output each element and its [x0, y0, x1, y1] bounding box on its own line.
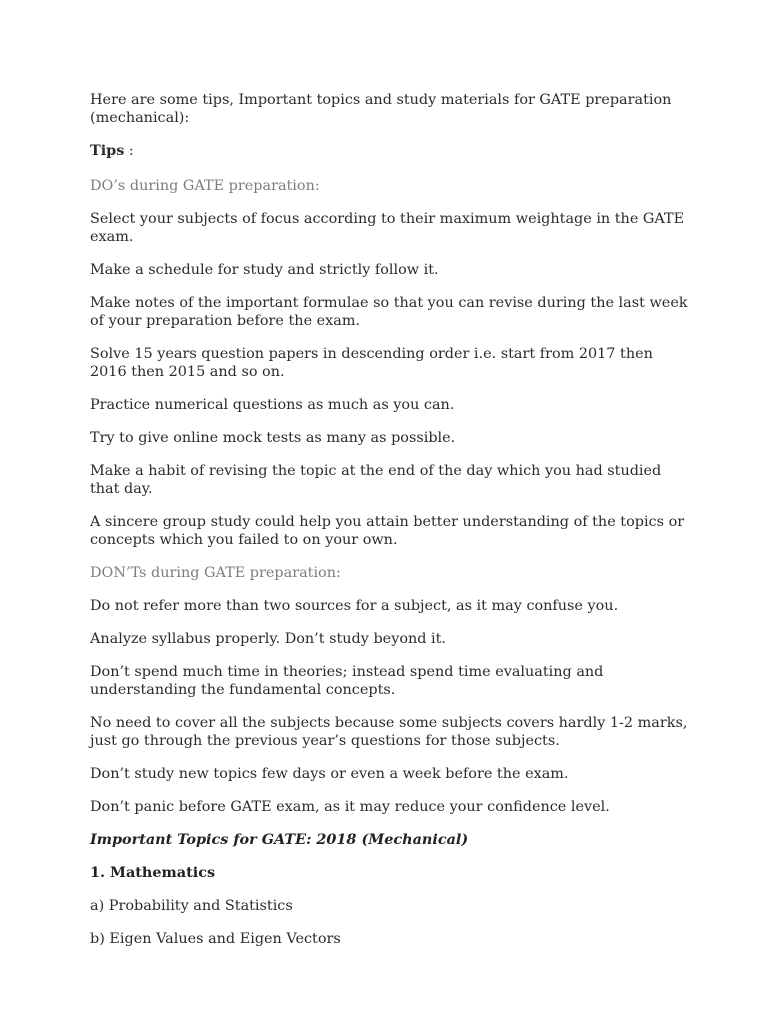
intro-paragraph: Here are some tips, Important topics and study materials for GATE preparation (mechanical):	[90, 92, 672, 126]
tips-heading-label: Tips	[90, 142, 125, 159]
topic-item: a) Probability and Statistics	[90, 898, 293, 914]
tips-heading-colon: :	[124, 143, 134, 159]
dos-item: Solve 15 years question papers in descending order i.e. start from 2017 then 2016 then 2015 and so on.	[90, 346, 653, 380]
document-page	[90, 91, 690, 963]
tips-heading	[90, 142, 690, 160]
donts-item: Don’t study new topics few days or even a week before the exam.	[90, 766, 569, 782]
dos-item: Make notes of the important formulae so that you can revise during the last week of your preparation before the exam.	[90, 295, 688, 329]
topics-heading: Important Topics for GATE: 2018 (Mechanical)	[90, 831, 469, 848]
dos-item: Practice numerical questions as much as you can.	[90, 397, 455, 413]
dos-heading: DO’s during GATE preparation:	[90, 178, 320, 194]
dos-item: Try to give online mock tests as many as possible.	[90, 430, 456, 446]
topic-item: b) Eigen Values and Eigen Vectors	[90, 931, 341, 947]
dos-item: Make a habit of revising the topic at the end of the day which you had studied that day.	[90, 463, 662, 497]
section-heading-mathematics: 1. Mathematics	[90, 864, 216, 881]
donts-item: Don’t panic before GATE exam, as it may reduce your confidence level.	[90, 799, 610, 815]
dos-item: Select your subjects of focus according to their maximum weightage in the GATE exam.	[90, 211, 685, 245]
donts-item: Don’t spend much time in theories; instead spend time evaluating and understanding the fundamental concepts.	[90, 664, 604, 698]
donts-item: No need to cover all the subjects because some subjects covers hardly 1-2 marks, just go through the previous year’s questions for those subjects.	[90, 715, 688, 749]
dos-item: Make a schedule for study and strictly follow it.	[90, 262, 439, 278]
donts-heading: DON’Ts during GATE preparation:	[90, 565, 341, 581]
donts-item: Do not refer more than two sources for a subject, as it may confuse you.	[90, 598, 619, 614]
donts-item: Analyze syllabus properly. Don’t study beyond it.	[90, 631, 447, 647]
dos-item: A sincere group study could help you attain better understanding of the topics or concepts which you failed to on your own.	[90, 514, 685, 548]
